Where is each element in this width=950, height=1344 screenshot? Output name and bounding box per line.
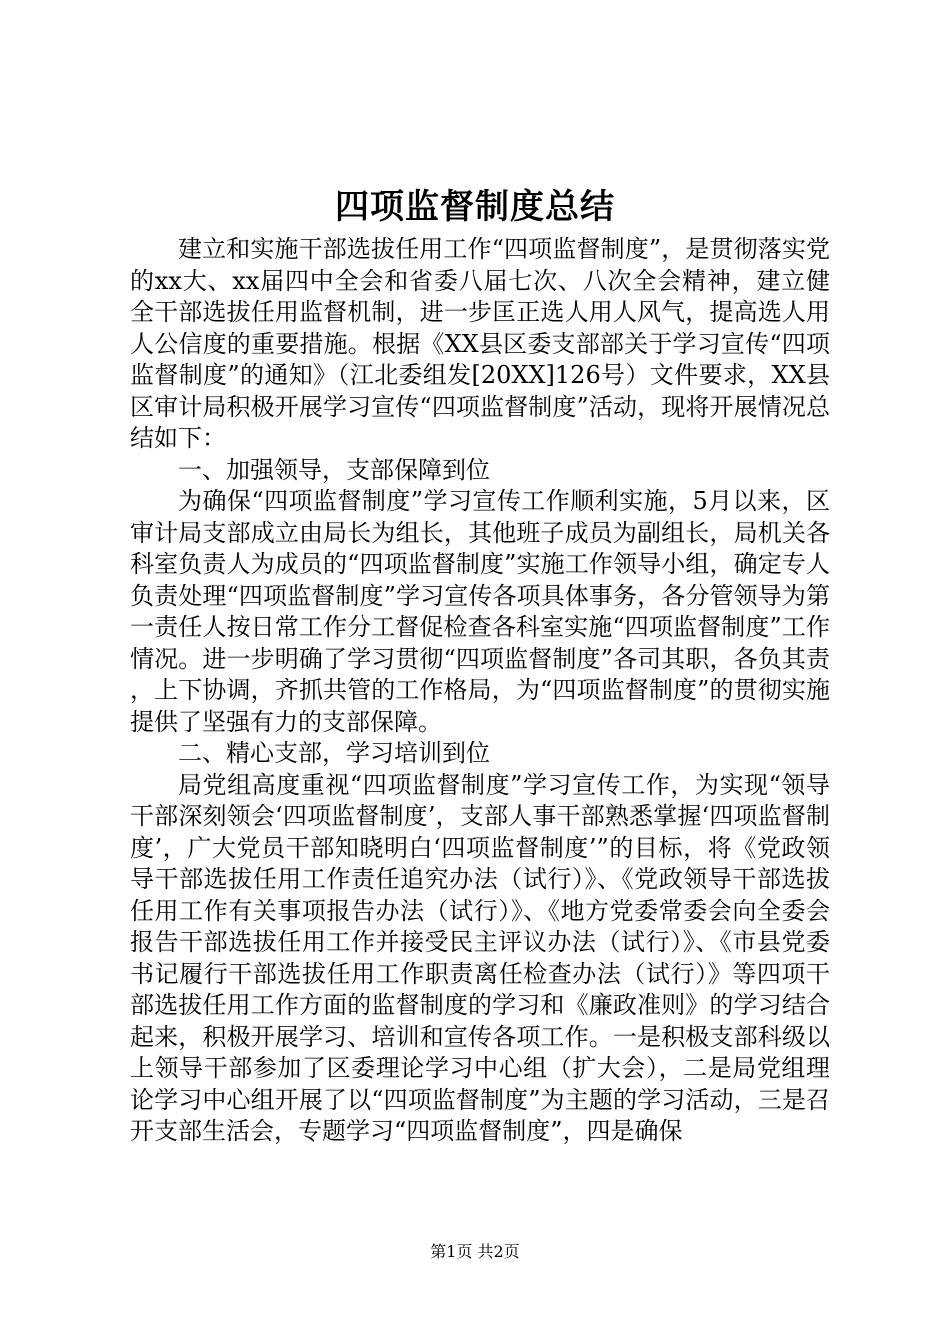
paragraph-intro: 建立和实施干部选拔任用工作“四项监督制度”，是贯彻落实党的xx大、xx届四中全会和省委八届七次、八次全会精神，建立健全干部选拔任用监督机制，进一步匡正选人用人风气，提高选人用人公信度的重要措施。根据《XX县区委支部部关于学习宣传“四项监督制度”的通知》（江北委组发[20XX]126号）文件要求，XX县区审计局积极开展学习宣传“四项监督制度”活动，现将开展情况总结如下：: [130, 235, 830, 452]
paragraph-section-2: 局党组高度重视“四项监督制度”学习宣传工作，为实现“领导干部深刻领会‘四项监督制度’，支部人事干部熟悉掌握‘四项监督制度’，广大党员干部知晓明白‘四项监督制度’”的目标，将《党政领导干部选拔任用工作责任追究办法（试行）》、《党政领导干部选拔任用工作有关事项报告办法（试行）》、《地方党委常委会向全委会报告干部选拔任用工作并接受民主评议办法（试行）》、《市县党委书记履行干部选拔任用工作职责离任检查办法（试行）》等四项干部选拔任用工作方面的监督制度的学习和《廉政准则》的学习结合起来，积极开展学习、培训和宣传各项工作。一是积极支部科级以上领导干部参加了区委理论学习中心组（扩大会），二是局党组理论学习中心组开展了以“四项监督制度”为主题的学习活动，三是召开支部生活会，专题学习“四项监督制度”，四是确保: [130, 770, 830, 1145]
section-heading-2: 二、精心支部，学习培训到位: [178, 739, 490, 767]
paragraph-section-1: 为确保“四项监督制度”学习宣传工作顺利实施，5月以来，区审计局支部成立由局长为组长，其他班子成员为副组长，局机关各科室负责人为成员的“四项监督制度”实施工作领导小组，确定专人负责处理“四项监督制度”学习宣传各项具体事务，各分管领导为第一责任人按日常工作分工督促检查各科室实施“四项监督制度”工作情况。进一步明确了学习贯彻“四项监督制度”各司其职，各负其责，上下协调，齐抓共管的工作格局，为“四项监督制度”的贯彻实施提供了坚强有力的支部保障。: [130, 487, 830, 736]
document-body: [130, 234, 830, 1148]
document-title: 四项监督制度总结: [335, 187, 615, 227]
section-heading-1: 一、加强领导，支部保障到位: [178, 455, 490, 484]
page-number-footer: 第1页 共2页: [430, 1242, 520, 1261]
